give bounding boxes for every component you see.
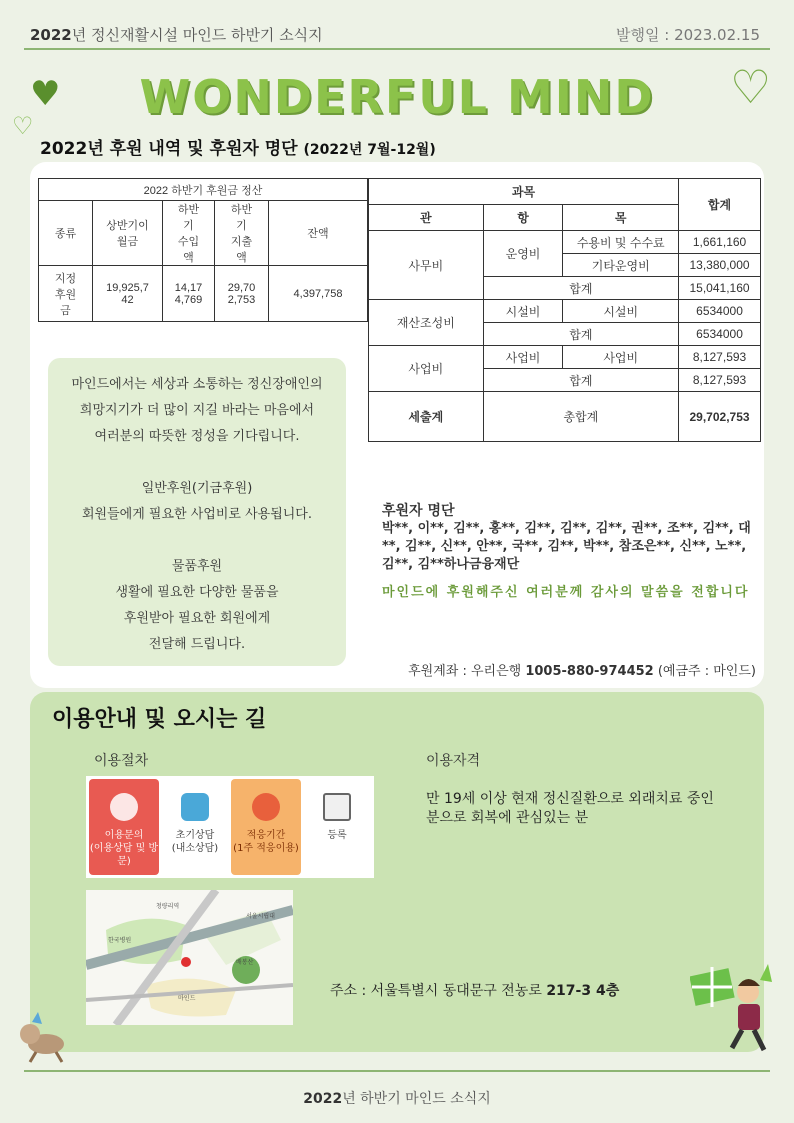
table-header: 관 — [369, 205, 484, 231]
document-icon — [323, 793, 351, 821]
table-cell: 총합계 — [483, 392, 678, 442]
table-cell: 14,17 4,769 — [163, 266, 215, 322]
table-cell: 19,925,7 42 — [93, 266, 163, 322]
main-title: WONDERFUL MIND — [139, 70, 655, 124]
table-cell: 합계 — [483, 277, 678, 300]
table-cell: 29,70 2,753 — [215, 266, 269, 322]
table-cell: 1,661,160 — [679, 231, 761, 254]
svg-text:마인드: 마인드 — [178, 995, 196, 1002]
table-cell: 8,127,593 — [679, 346, 761, 369]
dog-illustration — [12, 1012, 74, 1064]
usage-section-title: 이용안내 및 오시는 길 — [52, 707, 267, 732]
donation-guide-box: 마인드에서는 세상과 소통하는 정신장애인의 희망지기가 더 많이 지길 바라는 마음에서 여러분의 따뜻한 정성을 기다립니다. 일반후원(기금후원) 회원들에게 필요한 사업비로 사용됩니다. 물품후원 생활에 필요한 다양한 물품을 후원받아 필요한 회원에게 전달해 드립니다. — [48, 358, 346, 666]
table-cell: 세출계 — [369, 392, 484, 442]
table-cell: 지정 후원 금 — [39, 266, 93, 322]
page-header — [0, 0, 794, 50]
table-header: 하반 기 지출 액 — [215, 201, 269, 266]
table-caption: 2022 하반기 후원금 정산 — [39, 179, 368, 201]
heart-outline-icon: ♡ — [12, 112, 34, 140]
svg-text:한국병원: 한국병원 — [108, 937, 132, 944]
goods-donation-title: 물품후원 — [171, 559, 223, 574]
step-inquiry: 이용문의 (이용상담 및 방문) — [89, 779, 159, 875]
chat-icon — [181, 793, 209, 821]
table-cell: 사업비 — [369, 346, 484, 392]
gift-boy-illustration — [690, 962, 780, 1057]
address: 주소 : 서울특별시 동대문구 전농로 217-3 4층 — [330, 983, 620, 999]
table-cell: 기타운영비 — [563, 254, 679, 277]
table-cell: 29,702,753 — [679, 392, 761, 442]
qualification-text: 만 19세 이상 현재 정신질환으로 외래치료 중인 분으로 회복에 관심있는 분 — [426, 791, 714, 826]
table-cell: 사업비 — [563, 346, 679, 369]
table-header: 잔액 — [269, 201, 368, 266]
table-cell: 6534000 — [679, 323, 761, 346]
location-map — [86, 890, 293, 1025]
table-header: 종류 — [39, 201, 93, 266]
procedure-steps — [86, 776, 374, 878]
heart-outline-icon: ♡ — [730, 60, 772, 114]
settlement-table — [38, 178, 368, 322]
donor-names: 박**, 이**, 김**, 홍**, 김**, 김**, 김**, 권**, 조**, 김**, 대**, 김**, 신**, 안**, 국**, 김**, 박**, 참조은**, 신**, 노**, 김**, 김**하나금융재단 — [382, 521, 751, 572]
table-cell: 시설비 — [483, 300, 563, 323]
table-cell: 4,397,758 — [269, 266, 368, 322]
table-cell: 사업비 — [483, 346, 563, 369]
table-header: 상반기이 월금 — [93, 201, 163, 266]
heart-icon: ♥ — [30, 74, 61, 114]
table-header: 목 — [563, 205, 679, 231]
thanks-message: 마인드에 후원해주신 여러분께 감사의 말씀을 전합니다 — [382, 585, 750, 600]
table-cell: 합계 — [483, 369, 678, 392]
person-icon — [252, 793, 280, 821]
procedure-label: 이용절차 — [94, 753, 149, 769]
table-header: 하반 기 수입 액 — [163, 201, 215, 266]
svg-text:서울시립대: 서울시립대 — [246, 913, 275, 920]
table-cell: 시설비 — [563, 300, 679, 323]
header-divider — [24, 48, 770, 50]
donor-heading: 후원자 명단 — [382, 503, 455, 519]
step-adaptation: 적응기간 (1주 적응이용) — [231, 779, 301, 875]
donation-section-title: 2022년 후원 내역 및 후원자 명단 (2022년 7월-12월) — [40, 139, 436, 159]
table-cell: 합계 — [483, 323, 678, 346]
expense-table — [368, 178, 761, 442]
svg-text:청량리역: 청량리역 — [156, 903, 180, 910]
table-header: 과목 — [369, 179, 679, 205]
table-cell: 6534000 — [679, 300, 761, 323]
donation-account: 후원계좌 : 우리은행 1005-880-974452 (예금주 : 마인드) — [408, 664, 756, 679]
location-pin-icon — [181, 957, 191, 967]
table-cell: 13,380,000 — [679, 254, 761, 277]
table-cell: 재산조성비 — [369, 300, 484, 346]
step-consult: 초기상담 (내소상담) — [162, 779, 228, 875]
table-header: 항 — [483, 205, 563, 231]
page-footer: 2022년 하반기 마인드 소식지 — [303, 1091, 491, 1107]
header-title: 2022년 정신재활시설 마인드 하반기 소식지 — [30, 26, 323, 44]
chat-bubble-icon — [110, 793, 138, 821]
table-cell: 운영비 — [483, 231, 563, 277]
table-cell: 사무비 — [369, 231, 484, 300]
table-cell: 8,127,593 — [679, 369, 761, 392]
general-donation-title: 일반후원(기금후원) — [141, 481, 253, 496]
svg-text:배봉산: 배봉산 — [236, 959, 254, 966]
issue-date: 발행일 : 2023.02.15 — [616, 26, 760, 44]
step-register: 등록 — [304, 779, 370, 875]
footer-divider — [24, 1070, 770, 1072]
table-cell: 수용비 및 수수료 — [563, 231, 679, 254]
qualification-label: 이용자격 — [426, 753, 481, 769]
table-cell: 15,041,160 — [679, 277, 761, 300]
donor-list — [382, 500, 760, 602]
table-header: 합계 — [679, 179, 761, 231]
